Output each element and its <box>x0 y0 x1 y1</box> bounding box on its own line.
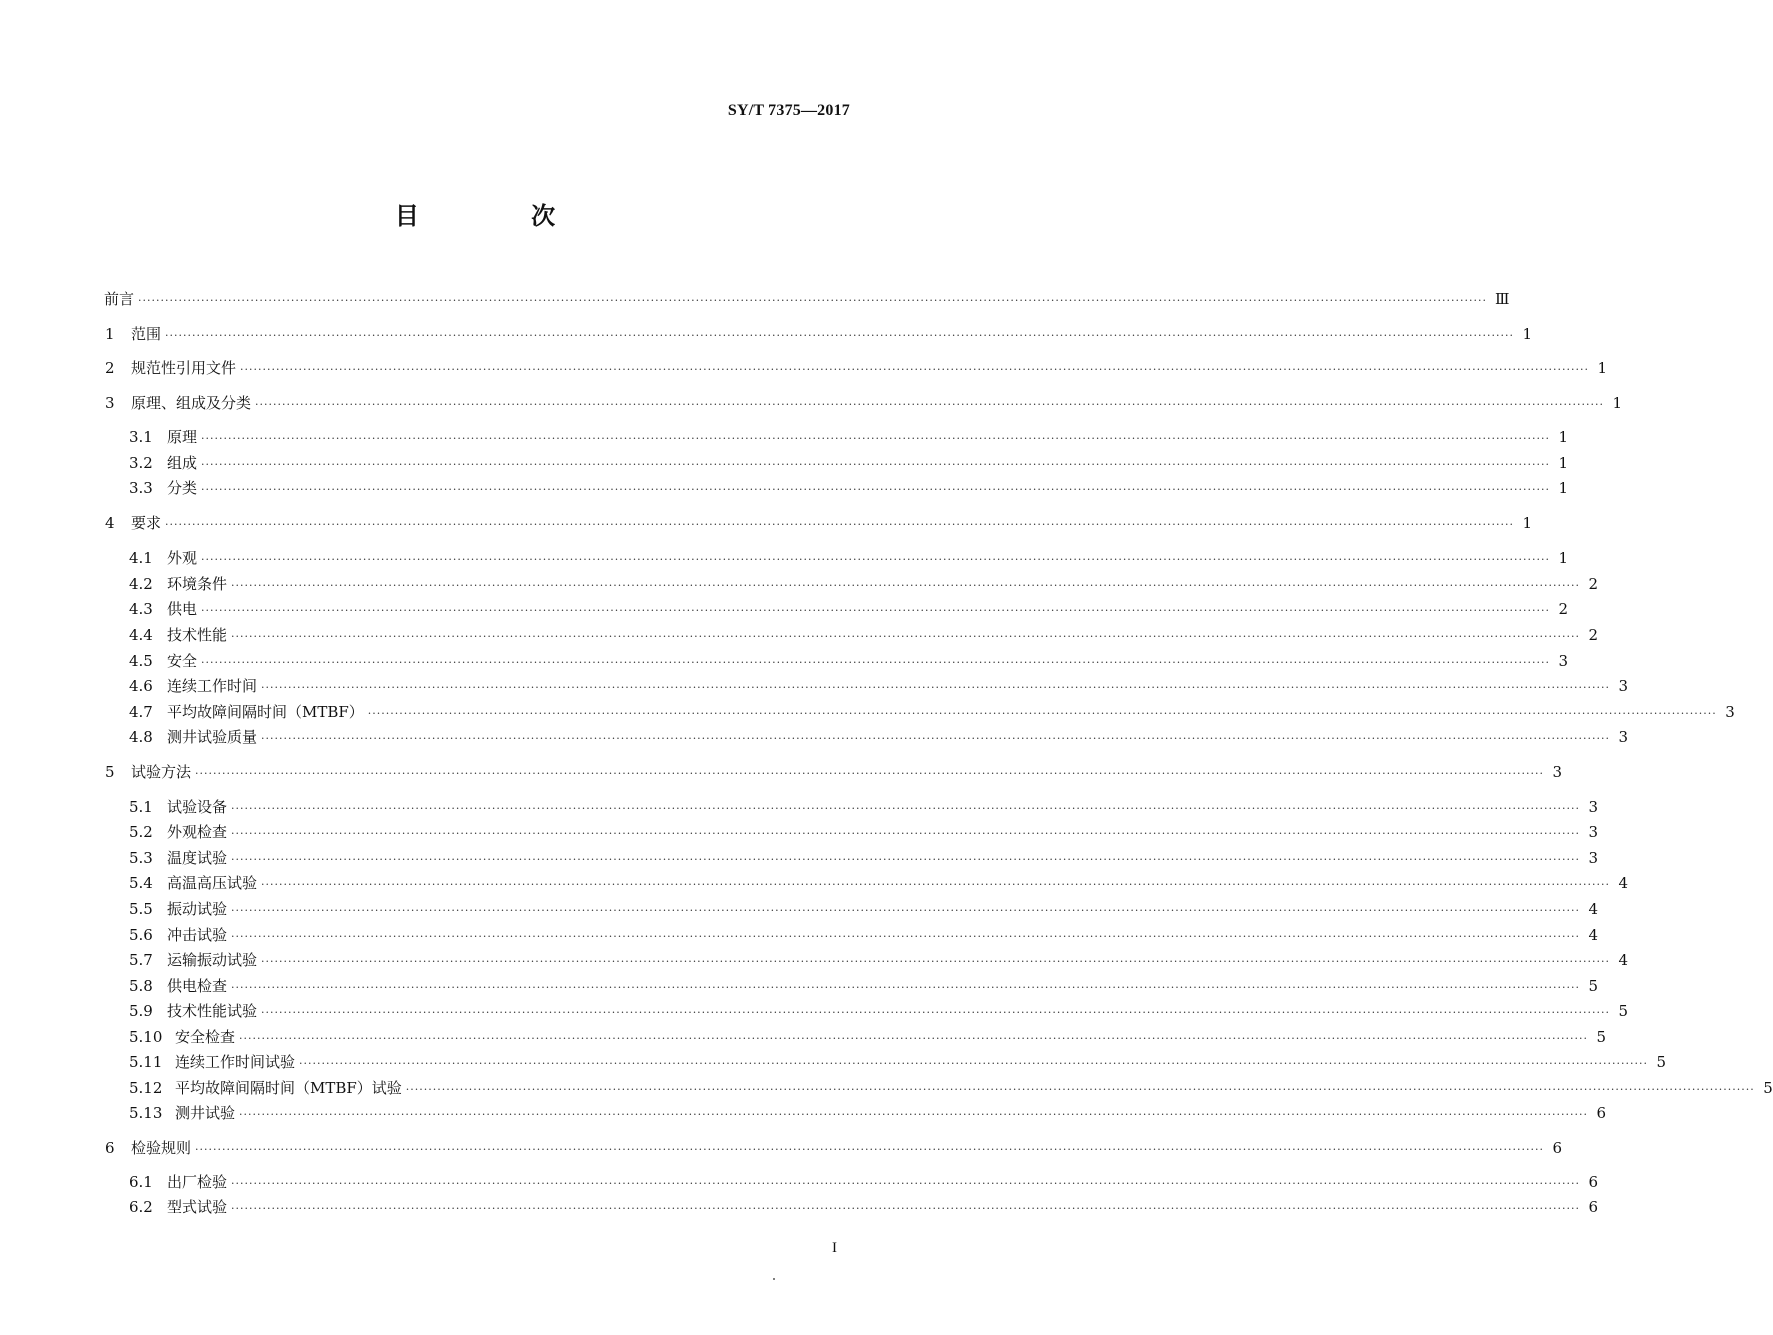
toc-entry-preface[interactable] <box>104 288 1510 310</box>
scan-speck <box>773 1278 775 1280</box>
toc-entry-number: 6.1 <box>129 1173 153 1191</box>
toc-entry-label: 型式试验 <box>167 1198 228 1216</box>
toc-entry-s6[interactable] <box>104 1137 1562 1159</box>
toc-entry-page: 2 <box>1558 600 1568 618</box>
toc-entry-number: 5.12 <box>129 1079 163 1097</box>
dot-leader: ············································································································································································································································································································ <box>261 878 1610 891</box>
standard-code: SY/T 7375—2017 <box>727 102 850 119</box>
toc-entry-s3-2[interactable] <box>129 452 1568 474</box>
toc-entry-page: 4 <box>1588 900 1598 918</box>
dot-leader: ············································································································································································································································································································ <box>261 681 1610 694</box>
toc-entry-label: 检验规则 <box>131 1139 192 1157</box>
toc-entry-label: 连续工作时间 <box>167 677 258 695</box>
toc-entry-label: 安全 <box>167 652 198 670</box>
toc-entry-number: 4.5 <box>129 652 153 670</box>
dot-leader: ············································································································································································································································································································ <box>240 363 1589 376</box>
dot-leader: ············································································································································································································································································································ <box>261 1006 1610 1019</box>
toc-entry-s5-9[interactable] <box>129 1000 1628 1022</box>
toc-entry-number: 6.2 <box>129 1198 153 1216</box>
toc-entry-number: 1 <box>105 325 115 343</box>
toc-entry-label: 平均故障间隔时间（MTBF）试验 <box>175 1079 402 1097</box>
toc-entry-s5-7[interactable] <box>129 949 1628 971</box>
dot-leader: ············································································································································································································································································································ <box>299 1057 1648 1070</box>
toc-entry-page: Ⅲ <box>1495 290 1510 308</box>
toc-entry-s5-12[interactable] <box>129 1077 1773 1099</box>
toc-entry-s5-10[interactable] <box>129 1026 1606 1048</box>
toc-entry-label: 测井试验质量 <box>167 728 258 746</box>
toc-entry-page: 3 <box>1618 677 1628 695</box>
dot-leader: ············································································································································································································································································································ <box>201 458 1550 471</box>
dot-leader: ············································································································································································································································································································ <box>231 1202 1580 1215</box>
footer-page-number: I <box>832 1240 837 1256</box>
toc-entry-page: 2 <box>1588 626 1598 644</box>
dot-leader: ············································································································································································································································································································ <box>201 553 1550 566</box>
toc-entry-page: 3 <box>1552 763 1562 781</box>
toc-entry-label: 要求 <box>131 514 162 532</box>
toc-entry-number: 5.6 <box>129 926 153 944</box>
dot-leader: ············································································································································································································································································································ <box>201 604 1550 617</box>
toc-entry-page: 3 <box>1558 652 1568 670</box>
toc-entry-label: 环境条件 <box>167 575 228 593</box>
toc-entry-page: 5 <box>1618 1002 1628 1020</box>
toc-entry-s2[interactable] <box>104 357 1607 379</box>
toc-entry-label: 分类 <box>167 479 198 497</box>
dot-leader: ············································································································································································································································································································ <box>201 656 1550 669</box>
toc-entry-s6-2[interactable] <box>129 1196 1598 1218</box>
toc-entry-number: 4.8 <box>129 728 153 746</box>
toc-entry-number: 5.9 <box>129 1002 153 1020</box>
toc-entry-page: 6 <box>1588 1173 1598 1191</box>
toc-entry-s5-2[interactable] <box>129 821 1598 843</box>
toc-entry-number: 4.4 <box>129 626 153 644</box>
toc-entry-s5-8[interactable] <box>129 975 1598 997</box>
toc-entry-s5-4[interactable] <box>129 872 1628 894</box>
dot-leader: ············································································································································································································································································································ <box>195 1143 1544 1156</box>
toc-entry-page: 6 <box>1588 1198 1598 1216</box>
toc-entry-number: 4 <box>105 514 115 532</box>
toc-entry-label: 温度试验 <box>167 849 228 867</box>
toc-entry-s5-11[interactable] <box>129 1051 1666 1073</box>
toc-entry-s4-7[interactable] <box>129 701 1735 723</box>
toc-entry-page: 1 <box>1522 325 1532 343</box>
toc-entry-page: 4 <box>1618 874 1628 892</box>
toc-entry-label: 外观 <box>167 549 198 567</box>
toc-entry-s4-6[interactable] <box>129 675 1628 697</box>
toc-entry-number: 4.2 <box>129 575 153 593</box>
toc-entry-page: 1 <box>1597 359 1607 377</box>
toc-entry-label: 平均故障间隔时间（MTBF） <box>167 703 364 721</box>
toc-entry-label: 组成 <box>167 454 198 472</box>
toc-entry-label: 原理 <box>167 428 198 446</box>
toc-entry-number: 5.8 <box>129 977 153 995</box>
toc-entry-page: 3 <box>1588 849 1598 867</box>
toc-entry-s4-5[interactable] <box>129 650 1568 672</box>
toc-entry-s5-6[interactable] <box>129 924 1598 946</box>
toc-entry-label: 试验设备 <box>167 798 228 816</box>
toc-entry-label: 试验方法 <box>131 763 192 781</box>
toc-entry-label: 原理、组成及分类 <box>131 394 252 412</box>
toc-entry-number: 5 <box>105 763 115 781</box>
toc-entry-number: 3.3 <box>129 479 153 497</box>
toc-entry-label: 振动试验 <box>167 900 228 918</box>
toc-entry-label: 测井试验 <box>175 1104 236 1122</box>
toc-entry-page: 3 <box>1588 823 1598 841</box>
dot-leader: ············································································································································································································································································································ <box>231 981 1580 994</box>
toc-entry-s5[interactable] <box>104 761 1562 783</box>
toc-entry-page: 6 <box>1596 1104 1606 1122</box>
toc-entry-s4[interactable] <box>104 512 1532 534</box>
toc-entry-number: 5.5 <box>129 900 153 918</box>
toc-entry-page: 1 <box>1522 514 1532 532</box>
toc-entry-s3-1[interactable] <box>129 426 1568 448</box>
toc-entry-label: 外观检查 <box>167 823 228 841</box>
toc-entry-page: 5 <box>1656 1053 1666 1071</box>
dot-leader: ············································································································································································································································································································ <box>405 1083 1755 1096</box>
toc-entry-s5-5[interactable] <box>129 898 1598 920</box>
toc-entry-label: 范围 <box>131 325 162 343</box>
toc-entry-number: 4.1 <box>129 549 153 567</box>
toc-entry-label: 连续工作时间试验 <box>175 1053 296 1071</box>
toc-entry-s4-8[interactable] <box>129 726 1628 748</box>
toc-entry-number: 5.1 <box>129 798 153 816</box>
dot-leader: ············································································································································································································································································································ <box>195 767 1544 780</box>
toc-entry-number: 2 <box>105 359 115 377</box>
toc-entry-number: 5.7 <box>129 951 153 969</box>
toc-entry-page: 3 <box>1725 703 1735 721</box>
toc-entry-page: 4 <box>1618 951 1628 969</box>
dot-leader: ············································································································································································································································································································ <box>261 955 1610 968</box>
toc-entry-label: 出厂检验 <box>167 1173 228 1191</box>
dot-leader: ············································································································································································································································································································ <box>201 483 1550 496</box>
toc-entry-page: 1 <box>1558 549 1568 567</box>
toc-entry-s5-1[interactable] <box>129 796 1598 818</box>
toc-entry-page: 6 <box>1552 1139 1562 1157</box>
toc-entry-label: 高温高压试验 <box>167 874 258 892</box>
toc-entry-number: 4.6 <box>129 677 153 695</box>
toc-entry-number: 5.13 <box>129 1104 163 1122</box>
toc-entry-s4-2[interactable] <box>129 573 1598 595</box>
dot-leader: ············································································································································································································································································································ <box>231 802 1580 815</box>
toc-entry-label: 安全检查 <box>175 1028 236 1046</box>
toc-entry-label: 规范性引用文件 <box>131 359 237 377</box>
toc-entry-number: 3 <box>105 394 115 412</box>
toc-entry-s4-1[interactable] <box>129 547 1568 569</box>
toc-entry-s3[interactable] <box>104 392 1622 414</box>
dot-leader: ············································································································································································································································································································ <box>231 904 1580 917</box>
dot-leader: ············································································································································································································································································································ <box>231 853 1580 866</box>
toc-entry-page: 4 <box>1588 926 1598 944</box>
dot-leader: ············································································································································································································································································································ <box>261 732 1610 745</box>
toc-entry-s1[interactable] <box>104 323 1532 345</box>
toc-entry-s4-3[interactable] <box>129 598 1568 620</box>
toc-entry-number: 5.2 <box>129 823 153 841</box>
toc-entry-page: 3 <box>1588 798 1598 816</box>
toc-entry-s6-1[interactable] <box>129 1171 1598 1193</box>
toc-entry-s5-13[interactable] <box>129 1102 1606 1124</box>
toc-entry-number: 6 <box>105 1139 115 1157</box>
toc-entry-label: 供电检查 <box>167 977 228 995</box>
dot-leader: ············································································································································································································································································································ <box>367 707 1717 720</box>
dot-leader: ············································································································································································································································································································ <box>231 630 1580 643</box>
toc-entry-page: 5 <box>1763 1079 1773 1097</box>
dot-leader: ············································································································································································································································································································ <box>201 432 1550 445</box>
toc-entry-page: 5 <box>1588 977 1598 995</box>
toc-entry-s5-3[interactable] <box>129 847 1598 869</box>
dot-leader: ············································································································································································································································································································ <box>231 579 1580 592</box>
dot-leader: ············································································································································································································································································································ <box>138 294 1487 307</box>
toc-entry-number: 4.7 <box>129 703 153 721</box>
toc-entry-s4-4[interactable] <box>129 624 1598 646</box>
dot-leader: ············································································································································································································································································································ <box>239 1108 1588 1121</box>
toc-entry-label: 冲击试验 <box>167 926 228 944</box>
toc-entry-page: 1 <box>1612 394 1622 412</box>
toc-entry-label: 前言 <box>104 290 135 308</box>
toc-entry-s3-3[interactable] <box>129 477 1568 499</box>
dot-leader: ············································································································································································································································································································ <box>255 398 1604 411</box>
dot-leader: ············································································································································································································································································································ <box>165 329 1514 342</box>
toc-entry-page: 1 <box>1558 479 1568 497</box>
page-title: 目 次 <box>394 202 608 230</box>
toc-entry-label: 运输振动试验 <box>167 951 258 969</box>
toc-entry-label: 技术性能 <box>167 626 228 644</box>
toc-entry-number: 3.1 <box>129 428 153 446</box>
toc-entry-number: 5.4 <box>129 874 153 892</box>
toc-entry-label: 技术性能试验 <box>167 1002 258 1020</box>
toc-entry-number: 5.3 <box>129 849 153 867</box>
toc-entry-page: 1 <box>1558 428 1568 446</box>
toc-entry-page: 5 <box>1596 1028 1606 1046</box>
dot-leader: ············································································································································································································································································································ <box>231 1177 1580 1190</box>
toc-entry-page: 1 <box>1558 454 1568 472</box>
toc-entry-number: 4.3 <box>129 600 153 618</box>
dot-leader: ············································································································································································································································································································ <box>231 827 1580 840</box>
toc-entry-page: 3 <box>1618 728 1628 746</box>
dot-leader: ············································································································································································································································································································ <box>239 1032 1588 1045</box>
dot-leader: ············································································································································································································································································································ <box>231 930 1580 943</box>
toc-entry-number: 5.11 <box>129 1053 163 1071</box>
dot-leader: ············································································································································································································································································································ <box>165 518 1514 531</box>
toc-entry-page: 2 <box>1588 575 1598 593</box>
toc-entry-number: 5.10 <box>129 1028 163 1046</box>
toc-entry-number: 3.2 <box>129 454 153 472</box>
toc-entry-label: 供电 <box>167 600 198 618</box>
